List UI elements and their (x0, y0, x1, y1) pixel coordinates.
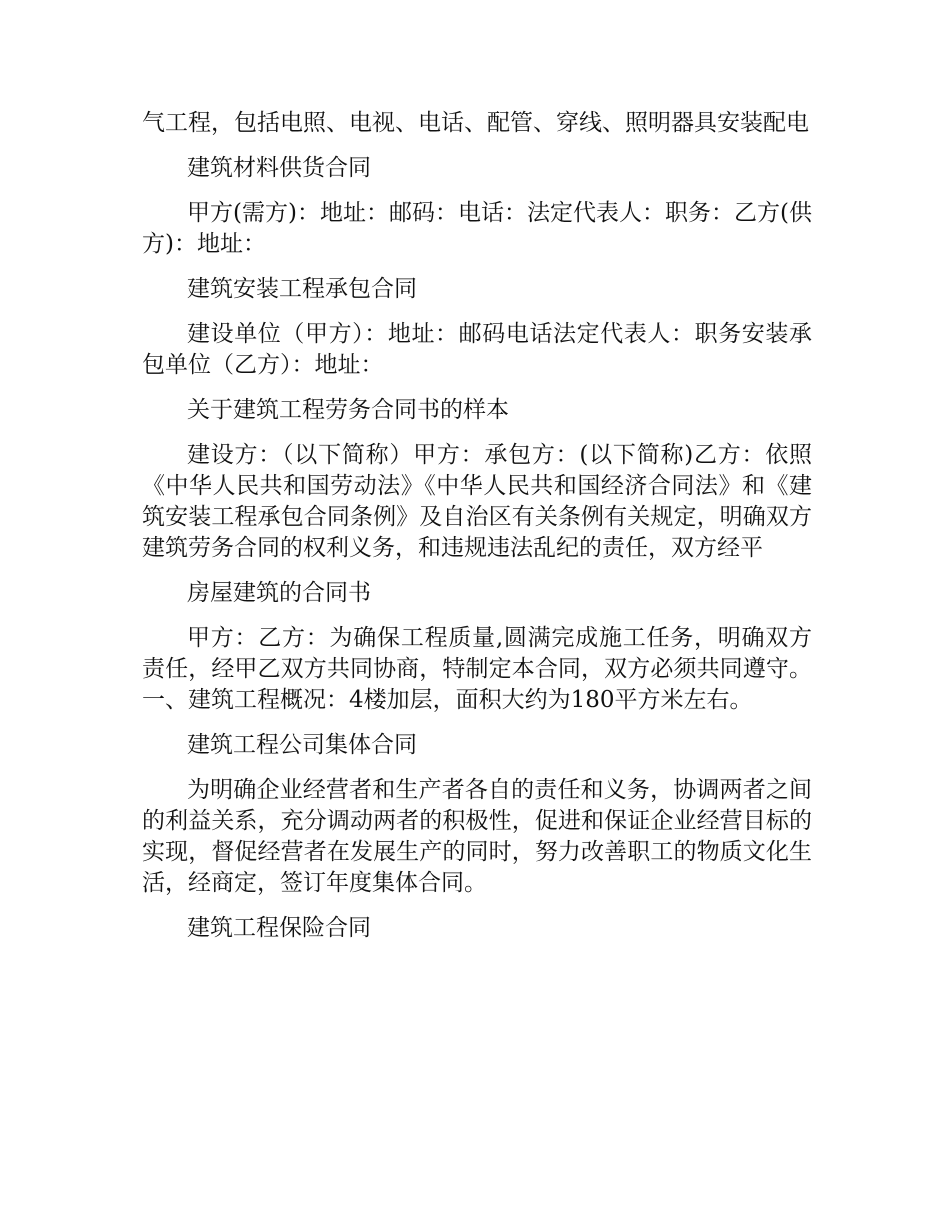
paragraph-labor-contract-body: 建设方：（以下简称）甲方：承包方：(以下简称)乙方：依照《中华人民共和国劳动法》《中华人民共和国经济合同法》和《建筑安装工程承包合同条例》及自治区有关条例有关规定，明确双方建筑劳务合同的权利义务，和违规违法乱纪的责任，双方经平 (142, 442, 812, 561)
paragraph-collective-contract-body: 为明确企业经营者和生产者各自的责任和义务，协调两者之间的利益关系，充分调动两者的积极性，促进和保证企业经营目标的实现，督促经营者在发展生产的同时，努力改善职工的物质文化生活，经商定，签订年度集体合同。 (142, 777, 812, 896)
paragraph-parties-supply: 甲方(需方)：地址：邮码：电话：法定代表人：职务：乙方(供方)：地址： (142, 200, 812, 257)
paragraph-housing-contract-body: 甲方：乙方：为确保工程质量,圆满完成施工任务，明确双方责任，经甲乙双方共同协商，特制定本合同，双方必须共同遵守。一、建筑工程概况：4楼加层，面积大约为180平方米左右。 (142, 625, 812, 713)
heading-collective-contract: 建筑工程公司集体合同 (187, 732, 417, 758)
heading-insurance-contract: 建筑工程保险合同 (187, 915, 371, 941)
paragraph-parties-installation: 建设单位（甲方）：地址：邮码电话法定代表人：职务安装承包单位（乙方）：地址： (142, 321, 812, 378)
heading-labor-contract-sample: 关于建筑工程劳务合同书的样本 (187, 397, 509, 423)
heading-installation-contract: 建筑安装工程承包合同 (187, 276, 417, 302)
heading-housing-contract: 房屋建筑的合同书 (187, 580, 371, 606)
paragraph-continued-text: 气工程，包括电照、电视、电话、配管、穿线、照明器具安装配电 (142, 110, 809, 136)
document-page (142, 108, 812, 958)
heading-material-supply-contract: 建筑材料供货合同 (187, 155, 371, 181)
